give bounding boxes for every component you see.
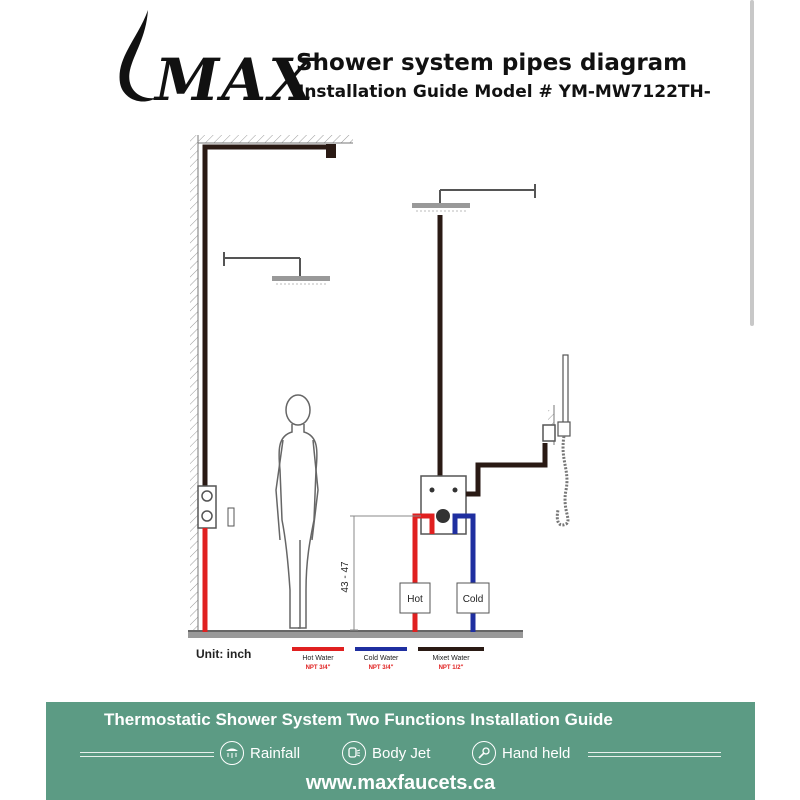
feature-body-jet-label: Body Jet bbox=[372, 744, 431, 762]
feature-rainfall bbox=[220, 740, 300, 766]
page-subtitle: Installation Guide Model # YM-MW7122TH- bbox=[298, 82, 711, 102]
ceiling bbox=[198, 135, 353, 143]
hand-shower bbox=[557, 355, 570, 525]
legend-mixed-water bbox=[418, 647, 484, 671]
rainfall-icon bbox=[220, 741, 244, 765]
feature-body-jet bbox=[342, 740, 430, 766]
footer-banner bbox=[46, 702, 755, 800]
hand-held-icon bbox=[472, 741, 496, 765]
feature-hand-held-label: Hand held bbox=[502, 744, 571, 762]
hand-held-mixed-water-pipe bbox=[466, 443, 545, 494]
website-link[interactable]: www.maxfaucets.ca bbox=[305, 772, 496, 794]
legend-cold-water-spec: NPT 3/4" bbox=[368, 665, 394, 671]
footer-title: Thermostatic Shower System Two Functions Installation Guide bbox=[104, 710, 613, 729]
legend-mixed-water-spec: NPT 1/2" bbox=[438, 665, 464, 671]
legend-hot-water-name: Hot Water bbox=[302, 655, 334, 662]
feature-rainfall-label: Rainfall bbox=[250, 744, 301, 762]
legend-hot-water bbox=[292, 647, 344, 671]
legend-hot-water-spec: NPT 3/4" bbox=[305, 665, 331, 671]
cold-valve-box bbox=[457, 583, 489, 613]
divider-left bbox=[80, 752, 214, 757]
unit-label: Unit: inch bbox=[196, 647, 252, 661]
brand-logo-text: MAX bbox=[155, 46, 316, 114]
hot-valve-box bbox=[400, 583, 430, 613]
feature-row bbox=[46, 740, 755, 766]
legend-cold-water bbox=[355, 647, 407, 671]
feature-hand-held bbox=[472, 740, 570, 766]
legend-mixed-water-name: Mixet Water bbox=[432, 655, 470, 662]
divider-right bbox=[588, 752, 721, 757]
person-silhouette bbox=[276, 395, 318, 628]
hot-valve-label: Hot bbox=[407, 594, 423, 605]
left-wall-rainfall-head bbox=[224, 252, 330, 284]
page-title: Shower system pipes diagram bbox=[296, 50, 688, 76]
wall bbox=[190, 135, 198, 635]
left-ceiling-arm bbox=[326, 144, 336, 158]
cold-valve-label: Cold bbox=[462, 594, 484, 605]
thermostatic-valve-box bbox=[421, 476, 466, 534]
right-rainfall-head bbox=[412, 184, 535, 211]
body-jet-icon bbox=[342, 741, 366, 765]
legend-cold-water-name: Cold Water bbox=[363, 655, 399, 662]
pipe-legend bbox=[292, 647, 484, 671]
hand-held-wall-bracket bbox=[543, 405, 555, 445]
height-dimension-label: 43 - 47 bbox=[340, 561, 351, 593]
left-valve bbox=[198, 486, 234, 528]
